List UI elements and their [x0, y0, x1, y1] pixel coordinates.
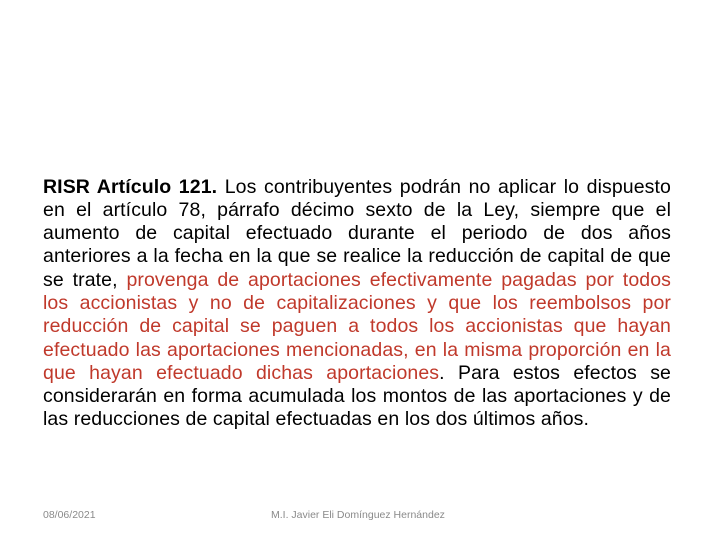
footer-date: 08/06/2021	[43, 509, 96, 521]
paragraph-highlight: provenga de aportaciones efectivamente pagadas por todos los accionistas y no de capitalizaciones y que los reembolsos por reducción de capital se paguen a todos los accionistas que hayan efectuado las aportaciones mencionadas, en la misma proporción en la que hayan efectuado dichas aportaciones	[43, 268, 671, 384]
article-paragraph	[43, 176, 671, 432]
paragraph-text-after: . Para estos efectos se considerarán en forma acumulada los montos de las aportaciones y de las reducciones de capital efectuadas en los dos últimos años.	[43, 361, 672, 431]
footer-author: M.I. Javier Eli Domínguez Hernández	[271, 509, 445, 521]
article-reference: RISR Artículo 121.	[43, 175, 218, 198]
paragraph-text-before: Los contribuyentes podrán no aplicar lo dispuesto en el artículo 78, párrafo décimo sexto de la Ley, siempre que el aumento de capital efectuado durante el periodo de dos años anteriores a la fecha en la que se realice la reducción de capital de que se trate,	[43, 175, 671, 291]
